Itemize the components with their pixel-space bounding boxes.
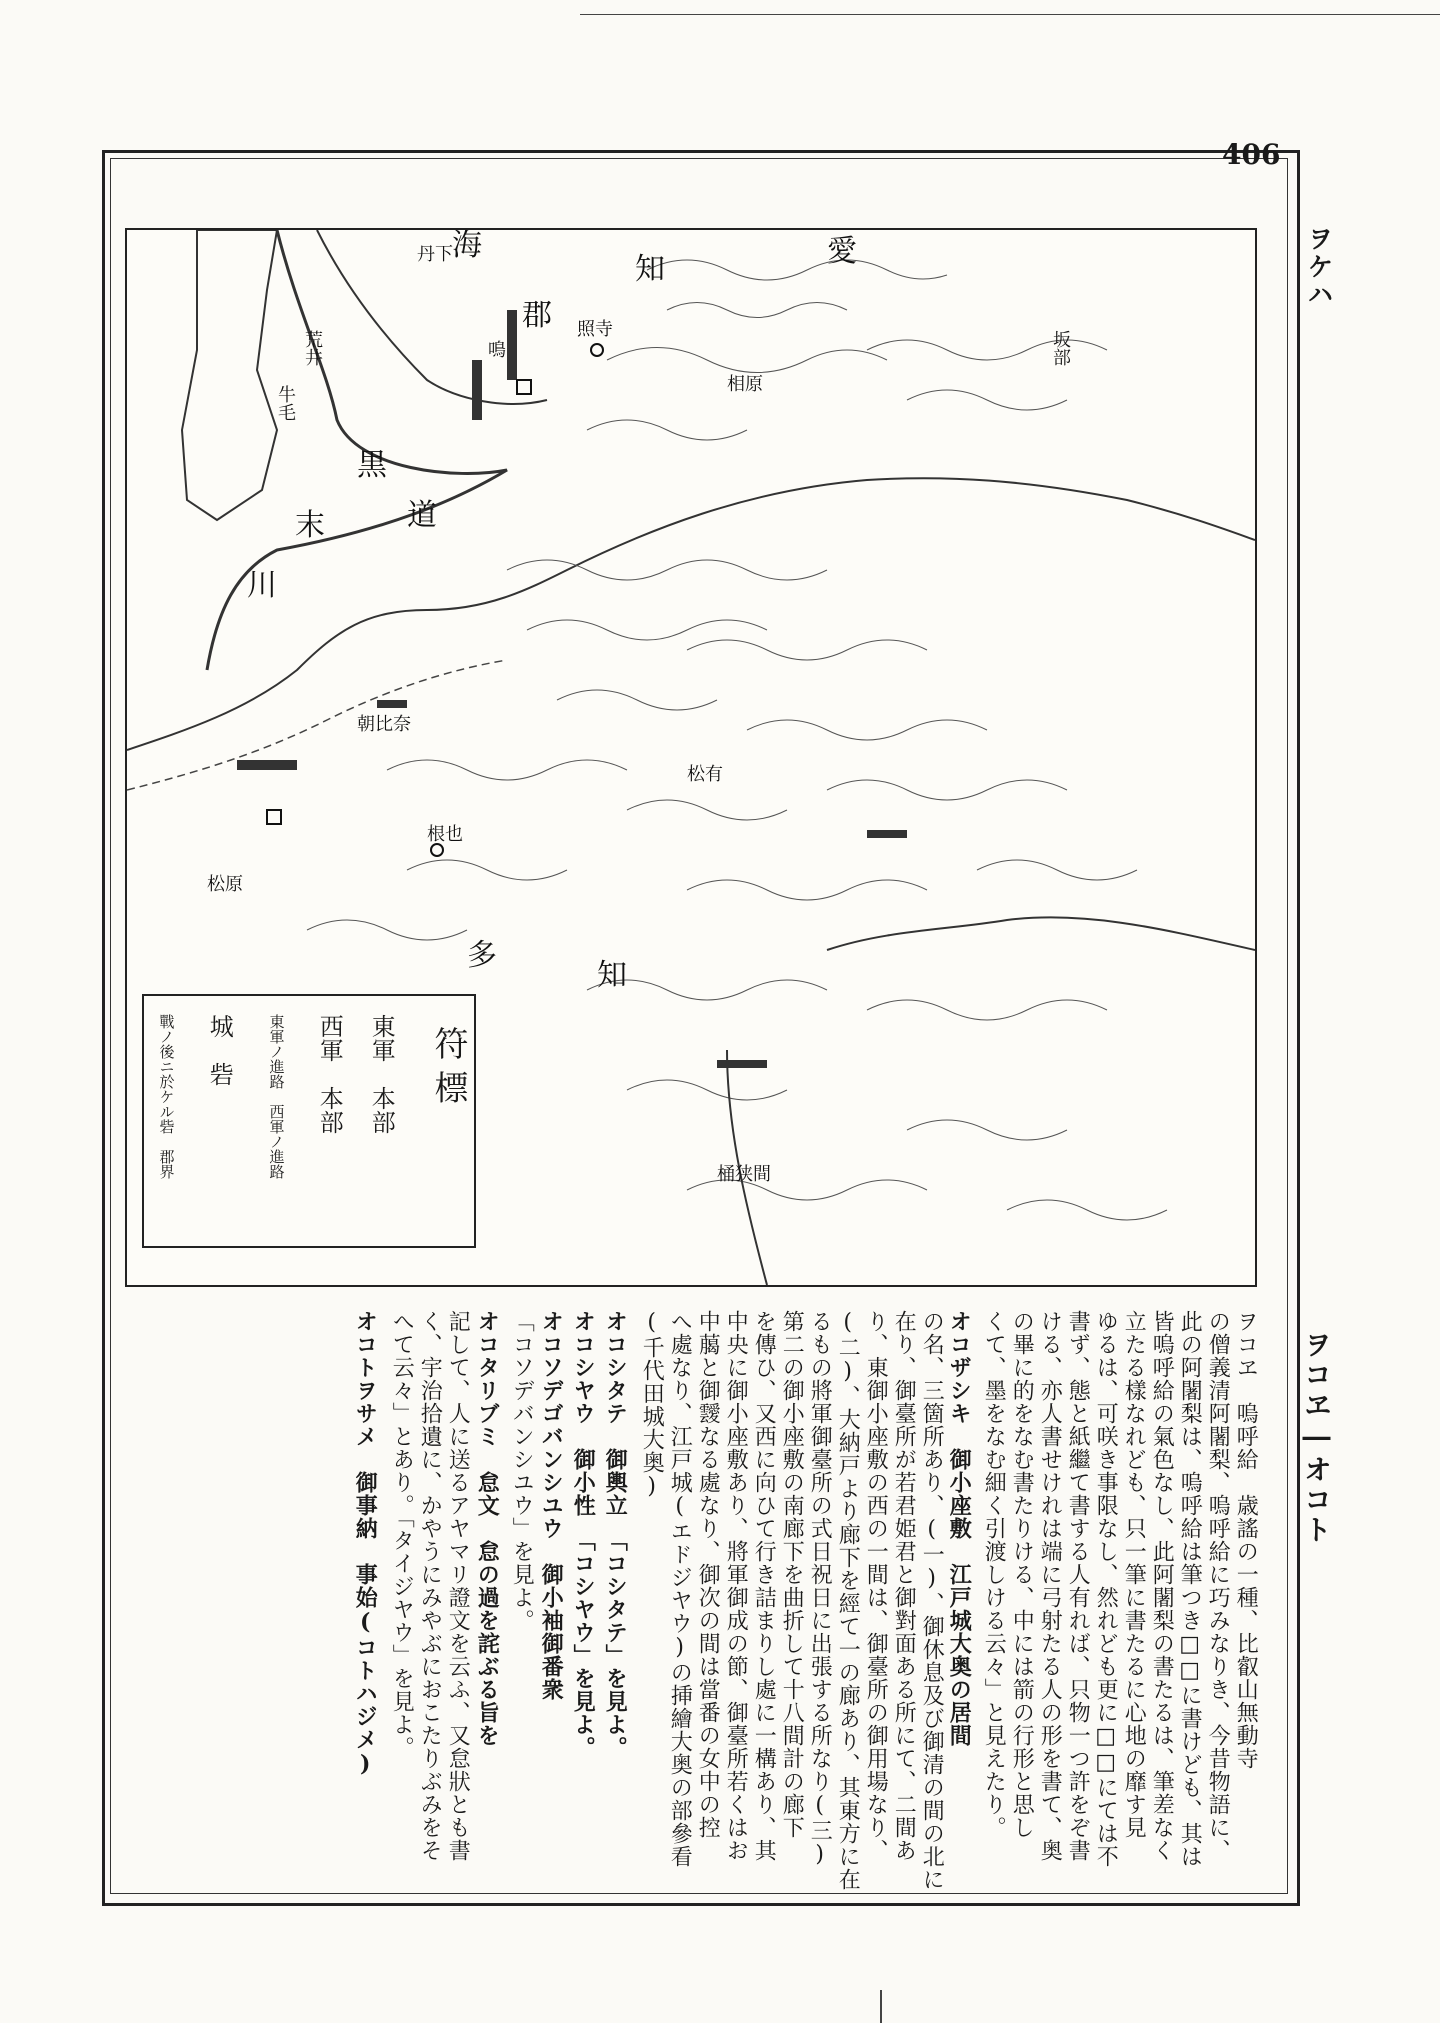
wokoe-line-8: ける、亦人書せけれは端に弓射たる人の形を書て、奥 bbox=[1037, 1310, 1063, 1862]
label-sakabe: 坂部 bbox=[1050, 330, 1071, 366]
okozashiki-line-4: り、東御小座敷の西の一間は、御臺所の御用場なり、 bbox=[863, 1310, 889, 1862]
header-range: ヲコヱ―オコト bbox=[1300, 1330, 1333, 1545]
label-kaibu-2: 郡 bbox=[522, 298, 552, 333]
wokoe-line-6: ゆるは、可咲き事限なし、然れども更に□□にては不 bbox=[1093, 1310, 1119, 1868]
okozashiki-line-8: を傳ひ、又西に向ひて行き詰まりし處に一構あり、其 bbox=[751, 1310, 777, 1862]
label-kanesaki: 朝比奈 bbox=[357, 714, 411, 735]
label-aiharu: 相原 bbox=[727, 374, 763, 395]
dictionary-entries bbox=[125, 1310, 1259, 1891]
label-okehazama: 桶狭間 bbox=[717, 1164, 771, 1185]
label-shozenji: 照寺 bbox=[577, 319, 613, 340]
battle-map bbox=[125, 228, 1257, 1287]
road-east bbox=[827, 917, 1255, 950]
legend-routes: 東軍ノ進路 西軍ノ進路 bbox=[267, 1014, 286, 1179]
label-matsuyama: 松有 bbox=[687, 764, 723, 785]
legend-title: 符標 bbox=[428, 1026, 468, 1114]
okoshitate-line: オコシタテ 御輿立 「コシタテ」を見よ。 bbox=[602, 1310, 629, 1759]
castle-odaka bbox=[267, 810, 281, 824]
top-rule bbox=[580, 0, 1440, 15]
wokoe-line-5: 立たる樣なれども、只一筆に書たるに心地の靡す見 bbox=[1121, 1310, 1147, 1839]
okozashiki-line-7: 第二の御小座敷の南廊下を曲折して十八間計の廊下 bbox=[779, 1310, 805, 1839]
label-kurosue-2: 末 bbox=[295, 508, 325, 543]
okotaribumi-line-1: オコタリブミ 怠文 怠の過を詫ぶる旨を bbox=[474, 1310, 501, 1747]
wokoe-line-10: くて、墨をなむ細く引渡しける云々」と見えたり。 bbox=[981, 1310, 1007, 1839]
label-aichi-2: 知 bbox=[635, 252, 665, 287]
wokoe-line-2: の僧義清阿闍梨、嗚呼給に巧みなりき、今昔物語に、 bbox=[1205, 1310, 1231, 1862]
okotaribumi-line-4: へて云々」とあり。「タイジヤウ」を見よ。 bbox=[389, 1310, 415, 1759]
label-tanshi: 丹下 bbox=[417, 244, 453, 265]
bottom-rule bbox=[880, 1990, 882, 2023]
okozashiki-line-10: 中﨟と御靉なる處なり、御次の間は當番の女中の控 bbox=[695, 1310, 721, 1839]
label-kasane: 根也 bbox=[427, 824, 463, 845]
label-kaibu-1: 海 bbox=[452, 228, 482, 263]
okozashiki-line-12: (千代田城大奥) bbox=[639, 1310, 665, 1500]
okosodegobanshiyu-line: オコソデゴバンシユウ 御小袖御番衆 bbox=[538, 1310, 565, 1701]
label-chita-2: 多 bbox=[467, 938, 497, 973]
western-landmass bbox=[182, 230, 277, 520]
okotaribumi-line-2: 記して、人に送るアヤマリ證文を云ふ、又怠狀とも書 bbox=[445, 1310, 471, 1862]
legend-boundary: 戰ノ後ニ於ケル砦 郡界 bbox=[157, 1014, 176, 1179]
okotaribumi-line-3: く、宇治拾遺に、かやうにみやぶにおこたりぶみをそ bbox=[417, 1310, 443, 1862]
okozashiki-line-11: へ處なり、江戸城(エドジヤウ)の挿繪大奥の部參看 bbox=[667, 1310, 693, 1868]
label-matsubara: 松原 bbox=[207, 874, 243, 895]
wokoe-line-7: 書ず、態と紙繼て書する人有れば、只物一つ許をぞ書 bbox=[1065, 1310, 1091, 1862]
legend-castle-fort: 城 砦 bbox=[205, 1014, 234, 1086]
okozashiki-line-2: の名、三箇所あり、(一)、御休息及び御清の間の北に bbox=[919, 1310, 945, 1891]
okoshiyau-line: オコシヤウ 御小性 「コシヤウ」を見よ。 bbox=[570, 1310, 597, 1759]
wokoe-line-3: 此の阿闍梨は、嗚呼給は筆つき□□に書けども、其は bbox=[1177, 1310, 1203, 1868]
okozashiki-line-1: オコザシキ 御小座敷 江戸城大奥の居間 bbox=[946, 1310, 973, 1747]
wokoe-line-1: ヲコヱ 嗚呼給 歳謠の一種、比叡山無動寺 bbox=[1233, 1310, 1259, 1770]
label-kurosue-3: 川 bbox=[247, 568, 277, 603]
fort-kasadera bbox=[591, 344, 603, 356]
okozashiki-line-3: 在り、御臺所が若君姫君と御對面ある所にて、二間あ bbox=[891, 1310, 917, 1862]
okozashiki-line-9: 中央に御小座敷あり、將軍御成の節、御臺所若くはお bbox=[723, 1310, 749, 1862]
okozashiki-line-6: るもの將軍御臺所の式日祝日に出張する所なり(三) bbox=[807, 1310, 833, 1868]
label-narumi: 鳴 bbox=[485, 340, 506, 358]
label-kurosue-1: 黒 bbox=[357, 448, 387, 483]
wokoe-line-4: 皆嗚呼給の氣色なし、此阿闍梨の書たるは、筆差なく bbox=[1149, 1310, 1175, 1862]
label-chita-1: 知 bbox=[597, 958, 627, 993]
page-number: 406 bbox=[1222, 138, 1281, 171]
district-boundary bbox=[127, 660, 507, 790]
label-aichi-1: 愛 bbox=[827, 234, 857, 269]
legend-eastern-army: 東軍 本部 bbox=[367, 1014, 396, 1134]
label-hirai: 荒井 bbox=[302, 330, 323, 366]
label-ushige: 牛毛 bbox=[275, 385, 296, 421]
section-tab: ヲケハ bbox=[1303, 225, 1333, 309]
castle-narumi bbox=[517, 380, 531, 394]
okotohajime-line: オコトヲサメ 御事納 事始(コトハジメ) bbox=[352, 1310, 379, 1778]
okosodegobanshiyu-see: 「コソデバンシユウ」を見よ。 bbox=[509, 1310, 535, 1632]
okozashiki-line-5: (二)、大納戸より廊下を經て一の廊あり、其東方に在 bbox=[835, 1310, 861, 1891]
wokoe-line-9: の畢に的をなむ書たりける、中には箭の行形と思し bbox=[1009, 1310, 1035, 1839]
legend-western-army: 西軍 本部 bbox=[315, 1014, 344, 1134]
map-legend bbox=[142, 994, 476, 1248]
label-michi: 道 bbox=[407, 498, 437, 533]
